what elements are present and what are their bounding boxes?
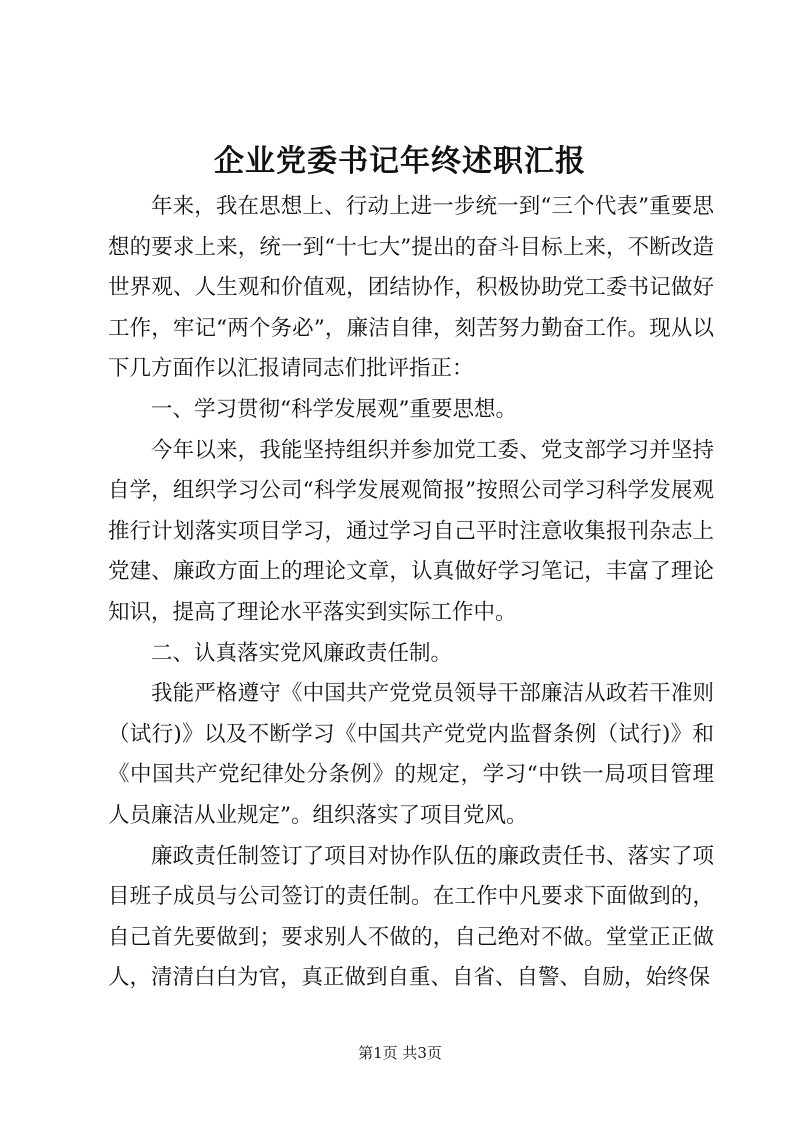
section-heading-2: 二、认真落实党风廉政责任制。 xyxy=(151,640,453,666)
page-number-footer: 第1页 共3页 xyxy=(358,1044,442,1062)
paragraph-regulations: 我能严格遵守《中国共产党党员领导干部廉洁从政若干准则（试行)》以及不断学习《中国共产党党内监督条例（试行)》和《中国共产党纪律处分条例》的规定，学习“中铁一局项目管理人员廉洁从业规定”。组织落实了项目党风。 xyxy=(108,681,714,828)
paragraph-responsibility: 廉政责任制签订了项目对协作队伍的廉政责任书、落实了项目班子成员与公司签订的责任制。在工作中凡要求下面做到的，自己首先要做到；要求别人不做的，自己绝对不做。堂堂正正做人，清清白白为官，真正做到自重、自省、自警、自励，始终保 xyxy=(108,843,714,991)
paragraph-study: 今年以来，我能坚持组织并参加党工委、党支部学习并坚持自学，组织学习公司“科学发展观简报”按照公司学习科学发展观推行计划落实项目学习，通过学习自己平时注意收集报刊杂志上党建、廉政方面上的理论文章，认真做好学习笔记，丰富了理论知识，提高了理论水平落实到实际工作中。 xyxy=(108,437,714,625)
document-body xyxy=(108,187,714,999)
section-heading-1: 一、学习贯彻“科学发展观”重要思想。 xyxy=(151,396,517,422)
paragraph-intro: 年来，我在思想上、行动上进一步统一到“三个代表”重要思想的要求上来，统一到“十七大”提出的奋斗目标上来，不断改造世界观、人生观和价值观，团结协作，积极协助党工委书记做好工作，牢记“两个务必”，廉洁自律，刻苦努力勤奋工作。现从以下几方面作以汇报请同志们批评指正： xyxy=(108,194,714,382)
document-title: 企业党委书记年终述职汇报 xyxy=(214,144,586,179)
